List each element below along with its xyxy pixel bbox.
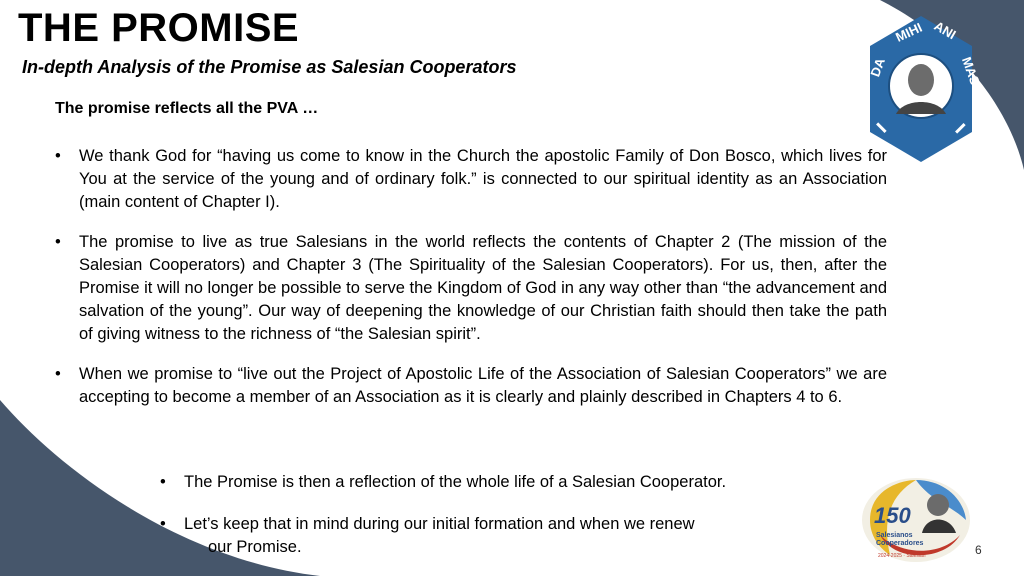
bullet-item [55,145,887,214]
bullet-dot: • [160,515,166,533]
svg-text:Cooperadores: Cooperadores [876,540,924,547]
bullet-item [55,231,887,346]
bullet-dot: • [55,147,61,165]
salesian-150-logo [860,475,972,565]
bullet-text: We thank God for “having us come to know in the Church the apostolic Family of Don Bosco, which lives for You at the service of the young and of ordinary folk.” is connected to our spiritual identity as an Association (main content of Chapter I). [79,147,887,211]
bullet-dot: • [55,365,61,383]
page-number: 6 [975,543,982,557]
svg-text:DA: DA [867,56,888,79]
sub-bullet-text: The Promise is then a reflection of the whole life of a Salesian Cooperator. [184,473,727,491]
slide-title: THE PROMISE [18,6,300,50]
bullet-dot: • [160,473,166,491]
sub-bullet-list [160,513,840,559]
sub-bullet-text: Let’s keep that in mind during our initial formation and when we renew [184,515,695,533]
bullet-text: When we promise to “live out the Project of Apostolic Life of the Association of Salesian Cooperators” we are accepting to become a member of an Association as it is clearly and plainly described in Chapters 4 to 6. [79,365,887,406]
section-heading: The promise reflects all the PVA … [55,100,319,117]
bullet-item [55,363,887,409]
da-mihi-animas-logo [866,14,983,164]
slide-subtitle: In-depth Analysis of the Promise as Salesian Cooperators [22,57,517,77]
svg-text:MIHI: MIHI [893,19,925,45]
svg-text:Salesianos: Salesianos [876,532,913,539]
bullet-dot: • [55,233,61,251]
svg-text:ANI: ANI [931,18,959,43]
bullet-text: The promise to live as true Salesians in the world reflects the contents of Chapter 2 (The mission of the Salesian Cooperators) and Chapter 3 (The Spirituality of the Salesian Cooperators). For us, then, after the Promise it will no longer be possible to serve the Kingdom of God in any way other than “the advancement and salvation of the young”. Our way of deepening the knowledge of our Christian faith should then take the path of giving witness to the richness of “the Salesian spirit”. [79,233,887,343]
svg-text:MAS: MAS [958,54,983,88]
bullet-list [55,145,887,426]
sub-bullet-item [160,513,840,559]
sub-bullet-continuation: our Promise. [208,538,302,556]
sub-bullet-item [160,471,840,494]
svg-text:2024-2025 · Salesian: 2024-2025 · Salesian [878,553,926,559]
svg-text:150: 150 [874,503,911,528]
sub-bullet-list [160,471,840,494]
